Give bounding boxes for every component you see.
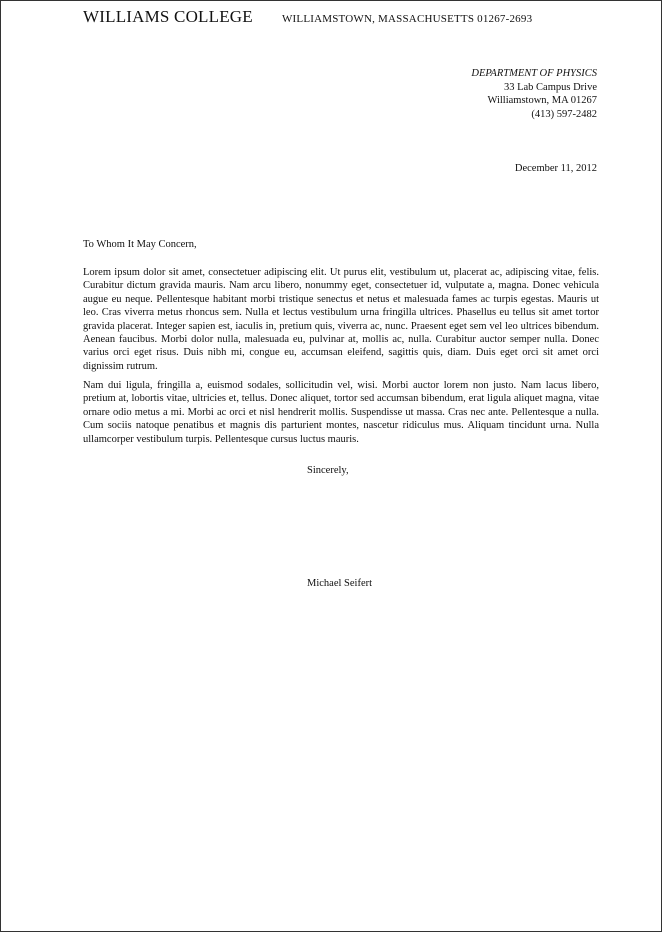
sender-address xyxy=(471,67,597,121)
signer-name: Michael Seifert xyxy=(307,578,373,589)
street-address: 33 Lab Campus Drive xyxy=(503,81,597,93)
salutation: To Whom It May Concern, xyxy=(83,239,197,250)
body-paragraph-2: Nam dui ligula, fringilla a, euismod sodales, sollicitudin vel, wisi. Morbi auctor lorem non justo. Nam lacus libero, pretium at, lobortis vitae, ultricies et, tellus. Donec aliquet, tortor sed accumsan bibendum, erat ligula aliquet magna, vitae ornare odio metus a mi. Morbi ac orci et nisl hendrerit mollis. Suspendisse ut massa. Cras nec ante. Pellentesque a nulla. Cum sociis natoque penatibus et magnis dis parturient montes, nascetur ridiculus mus. Aliquam tincidunt urna. Nulla ullamcorper vestibulum turpis. Pellentesque cursus luctus mauris. xyxy=(83,380,599,445)
letterhead xyxy=(83,7,532,27)
institution-location: WILLIAMSTOWN, MASSACHUSETTS 01267-2693 xyxy=(281,13,533,25)
city-state-zip: Williamstown, MA 01267 xyxy=(487,95,597,106)
body-paragraph-1: Lorem ipsum dolor sit amet, consectetuer adipiscing elit. Ut purus elit, vestibulum ut, placerat ac, adipiscing vitae, felis. Curabitur dictum gravida mauris. Nam arcu libero, nonummy eget, consectetuer id, vulputate a, magna. Donec vehicula augue eu neque. Pellentesque habitant morbi tristique senectus et netus et malesuada fames ac turpis egestas. Mauris ut leo. Cras viverra metus rhoncus sem. Nulla et lectus vestibulum urna fringilla ultrices. Phasellus eu tellus sit amet tortor gravida placerat. Integer sapien est, iaculis in, pretium quis, viverra ac, nunc. Praesent eget sem vel leo ultrices bibendum. Aenean faucibus. Morbi dolor nulla, malesuada eu, pulvinar at, mollis ac, nulla. Curabitur auctor semper nulla. Donec varius orci eget risus. Duis nibh mi, congue eu, accumsan eleifend, sagittis quis, diam. Duis eget orci sit amet orci dignissim rutrum. xyxy=(83,267,599,372)
closing: Sincerely, xyxy=(307,465,349,476)
institution-name: WILLIAMS COLLEGE xyxy=(83,7,253,26)
letter-date: December 11, 2012 xyxy=(514,163,597,174)
department-name: DEPARTMENT OF PHYSICS xyxy=(471,68,597,79)
phone-number: (413) 597-2482 xyxy=(531,108,597,120)
